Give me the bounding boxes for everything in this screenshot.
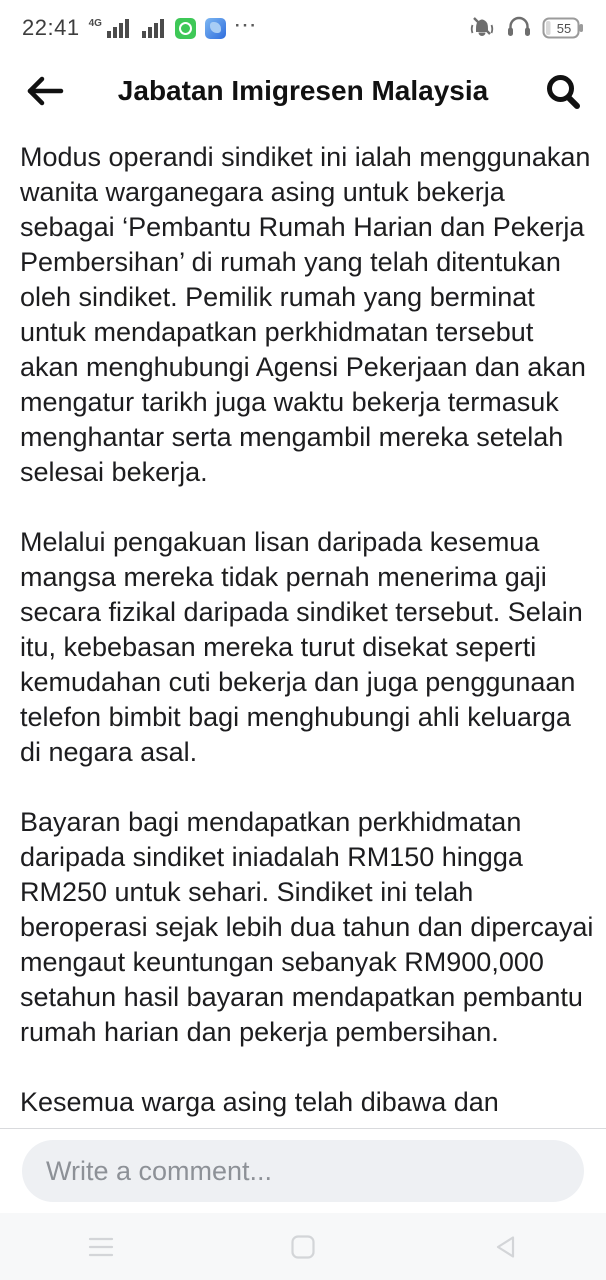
home-button[interactable] (202, 1234, 404, 1260)
back-nav-button[interactable] (404, 1234, 606, 1260)
recent-apps-button[interactable] (0, 1235, 202, 1259)
green-app-notification-icon (175, 18, 196, 39)
back-arrow-icon (24, 73, 64, 109)
comment-field-pill[interactable] (22, 1140, 584, 1202)
network-type-label: 4G (88, 18, 102, 29)
post-paragraph: Modus operandi sindiket ini ialah menggunakan wanita warganegara asing untuk bekerja sebagai ‘Pembantu Rumah Harian dan Pekerja Pembersihan’ di rumah yang telah ditentukan oleh sindiket. Pemilik rumah yang berminat untuk mendapatkan perkhidmatan tersebut akan menghubungi Agensi Pekerjaan dan akan mengatur tarikh juga waktu bekerja termasuk menghantar serta mengambil mereka setelah selesai bekerja. (20, 142, 591, 487)
recent-apps-icon (88, 1235, 114, 1259)
status-bar (0, 0, 606, 56)
blue-app-notification-icon (205, 18, 226, 39)
more-notifications-icon: ··· (234, 15, 258, 35)
search-icon (544, 72, 582, 110)
clock-time: 22:41 (22, 15, 80, 40)
post-paragraph-clipped: Kesemua warga asing telah dibawa dan (20, 1087, 499, 1117)
sim1-signal-icon (89, 16, 131, 40)
page-title: Jabatan Imigresen Malaysia (117, 75, 489, 106)
comment-composer (0, 1128, 606, 1213)
home-icon (290, 1234, 316, 1260)
app-header (0, 56, 606, 126)
mute-icon (468, 13, 496, 44)
post-body (0, 126, 606, 1280)
headphones-icon (505, 13, 533, 44)
back-button[interactable] (24, 73, 64, 109)
battery-icon (542, 15, 584, 41)
sim2-signal-icon (140, 16, 166, 40)
post-paragraph: Melalui pengakuan lisan daripada kesemua mangsa mereka tidak pernah menerima gaji secara fizikal daripada sindiket tersebut. Selain itu, kebebasan mereka turut disekat seperti kemudahan cuti bekerja dan juga penggunaan telefon bimbit bagi menghubungi ahli keluarga di negara asal. (20, 527, 583, 767)
system-navbar (0, 1213, 606, 1280)
back-icon (492, 1234, 518, 1260)
battery-percent-text: 55 (556, 21, 572, 36)
post-paragraph: Bayaran bagi mendapatkan perkhidmatan daripada sindiket iniadalah RM150 hingga RM250 untuk sehari. Sindiket ini telah beroperasi sejak lebih dua tahun dan dipercayai mengaut keuntungan sebanyak RM900,000 setahun hasil bayaran mendapatkan pembantu rumah harian dan pekerja pembersihan. (20, 807, 594, 1047)
search-button[interactable] (544, 72, 582, 110)
comment-input[interactable] (46, 1156, 560, 1187)
